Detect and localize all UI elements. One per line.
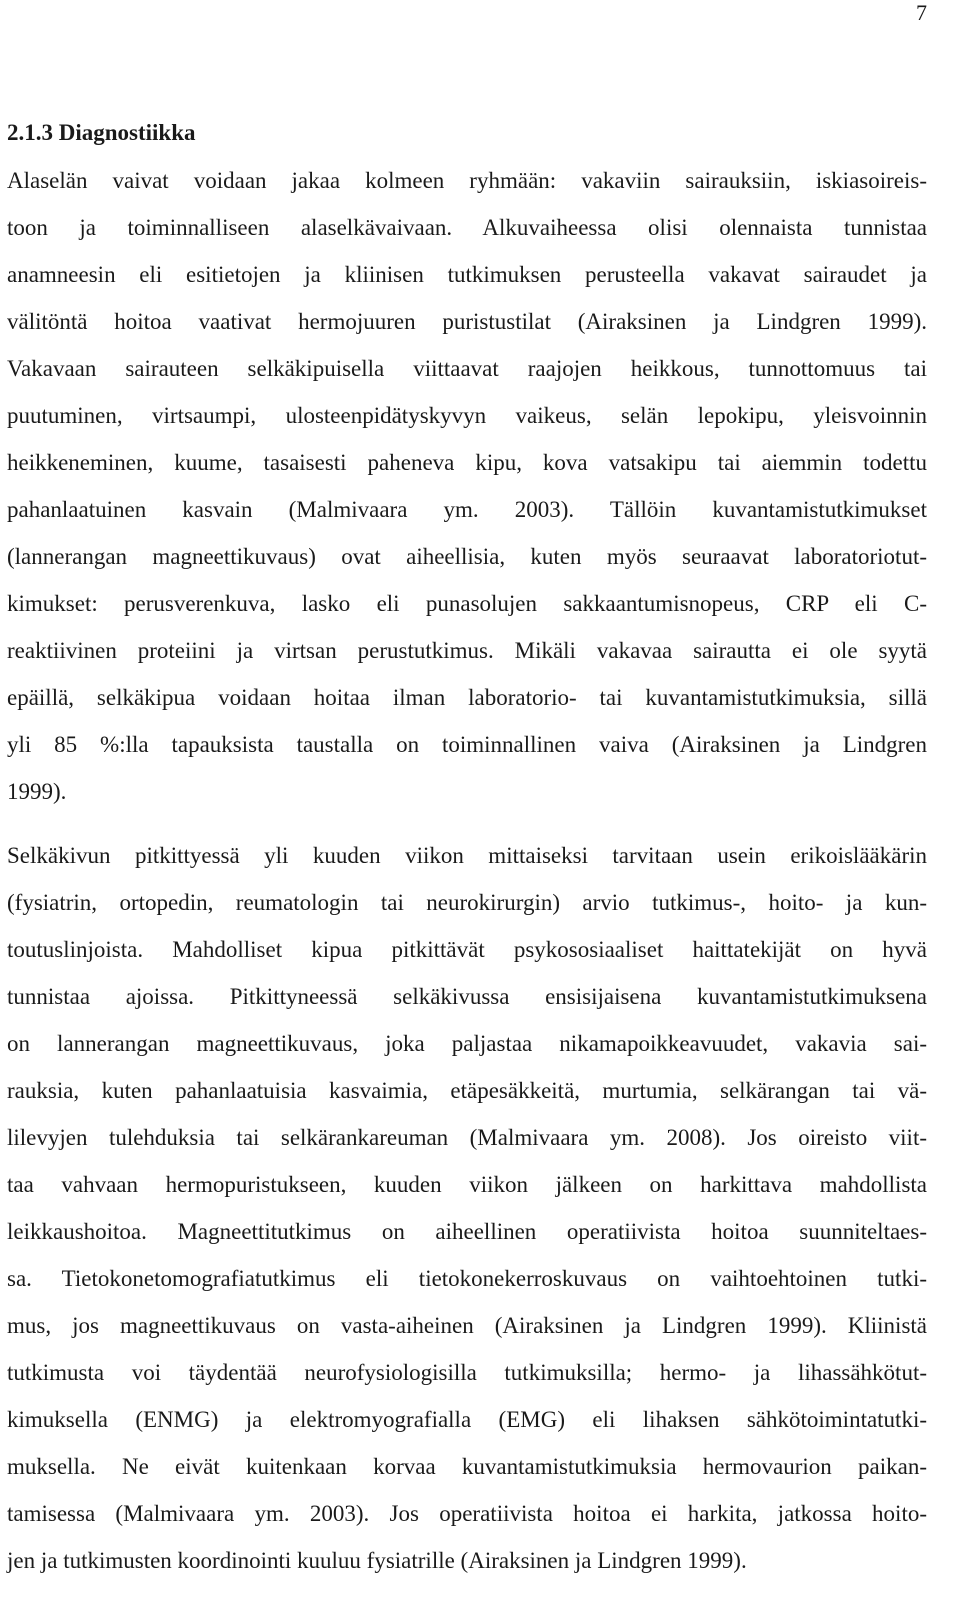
section-heading: 2.1.3 Diagnostiikka — [7, 120, 196, 145]
text-line: kimuksella (ENMG) ja elektromyografialla (EMG) eli lihaksen sähkötoimintatutki- — [7, 1407, 927, 1432]
text-line: (fysiatrin, ortopedin, reumatologin tai neurokirurgin) arvio tutkimus-, hoito- ja kun- — [7, 890, 927, 915]
text-line: jen ja tutkimusten koordinointi kuuluu fysiatrille (Airaksinen ja Lindgren 1999). — [7, 1548, 747, 1573]
text-line: (lannerangan magneettikuvaus) ovat aiheellisia, kuten myös seuraavat laboratoriotut- — [7, 544, 927, 569]
text-line: sa. Tietokonetomografiatutkimus eli tietokonekerroskuvaus on vaihtoehtoinen tutki- — [7, 1266, 927, 1291]
text-line: rauksia, kuten pahanlaatuisia kasvaimia, etäpesäkkeitä, murtumia, selkärangan tai vä- — [7, 1078, 927, 1103]
paragraph-1 — [7, 157, 927, 815]
text-line: anamneesin eli esitietojen ja kliinisen tutkimuksen perusteella vakavat sairaudet ja — [7, 262, 927, 287]
paragraph-2 — [7, 832, 927, 1584]
text-line: puutuminen, virtsaumpi, ulosteenpidätyskyvyn vaikeus, selän lepokipu, yleisvoinnin — [7, 403, 927, 428]
text-line: Selkäkivun pitkittyessä yli kuuden viikon mittaiseksi tarvitaan usein erikoislääkärin — [7, 843, 927, 868]
text-line: on lannerangan magneettikuvaus, joka paljastaa nikamapoikkeavuudet, vakavia sai- — [7, 1031, 927, 1056]
text-line: välitöntä hoitoa vaativat hermojuuren puristustilat (Airaksinen ja Lindgren 1999). — [7, 309, 927, 334]
text-line: lilevyjen tulehduksia tai selkärankareuman (Malmivaara ym. 2008). Jos oireisto viit- — [7, 1125, 927, 1150]
text-line: taa vahvaan hermopuristukseen, kuuden viikon jälkeen on harkittava mahdollista — [7, 1172, 927, 1197]
text-line: toutuslinjoista. Mahdolliset kipua pitkittävät psykososiaaliset haittatekijät on hyvä — [7, 937, 927, 962]
page-number: 7 — [916, 0, 927, 25]
text-line: leikkaushoitoa. Magneettitutkimus on aiheellinen operatiivista hoitoa suunniteltaes- — [7, 1219, 927, 1244]
text-line: tunnistaa ajoissa. Pitkittyneessä selkäkivussa ensisijaisena kuvantamistutkimuksena — [7, 984, 927, 1009]
text-line: 1999). — [7, 779, 67, 804]
text-line: Alaselän vaivat voidaan jakaa kolmeen ryhmään: vakaviin sairauksiin, iskiasoireis- — [7, 168, 927, 193]
text-line: yli 85 %:lla tapauksista taustalla on toiminnallinen vaiva (Airaksinen ja Lindgren — [7, 732, 927, 757]
text-line: heikkeneminen, kuume, tasaisesti paheneva kipu, kova vatsakipu tai aiemmin todettu — [7, 450, 927, 475]
text-line: epäillä, selkäkipua voidaan hoitaa ilman laboratorio- tai kuvantamistutkimuksia, sillä — [7, 685, 927, 710]
text-line: reaktiivinen proteiini ja virtsan perustutkimus. Mikäli vakavaa sairautta ei ole syytä — [7, 638, 927, 663]
text-line: muksella. Ne eivät kuitenkaan korvaa kuvantamistutkimuksia hermovaurion paikan- — [7, 1454, 927, 1479]
text-line: pahanlaatuinen kasvain (Malmivaara ym. 2003). Tällöin kuvantamistutkimukset — [7, 497, 927, 522]
text-line: tutkimusta voi täydentää neurofysiologisilla tutkimuksilla; hermo- ja lihassähkötut- — [7, 1360, 927, 1385]
text-line: tamisessa (Malmivaara ym. 2003). Jos operatiivista hoitoa ei harkita, jatkossa hoito- — [7, 1501, 927, 1526]
text-line: kimukset: perusverenkuva, lasko eli punasolujen sakkaantumisnopeus, CRP eli C- — [7, 591, 927, 616]
text-line: toon ja toiminnalliseen alaselkävaivaan. Alkuvaiheessa olisi olennaista tunnistaa — [7, 215, 927, 240]
text-line: mus, jos magneettikuvaus on vasta-aiheinen (Airaksinen ja Lindgren 1999). Kliinistä — [7, 1313, 927, 1338]
text-line: Vakavaan sairauteen selkäkipuisella viittaavat raajojen heikkous, tunnottomuus tai — [7, 356, 927, 381]
